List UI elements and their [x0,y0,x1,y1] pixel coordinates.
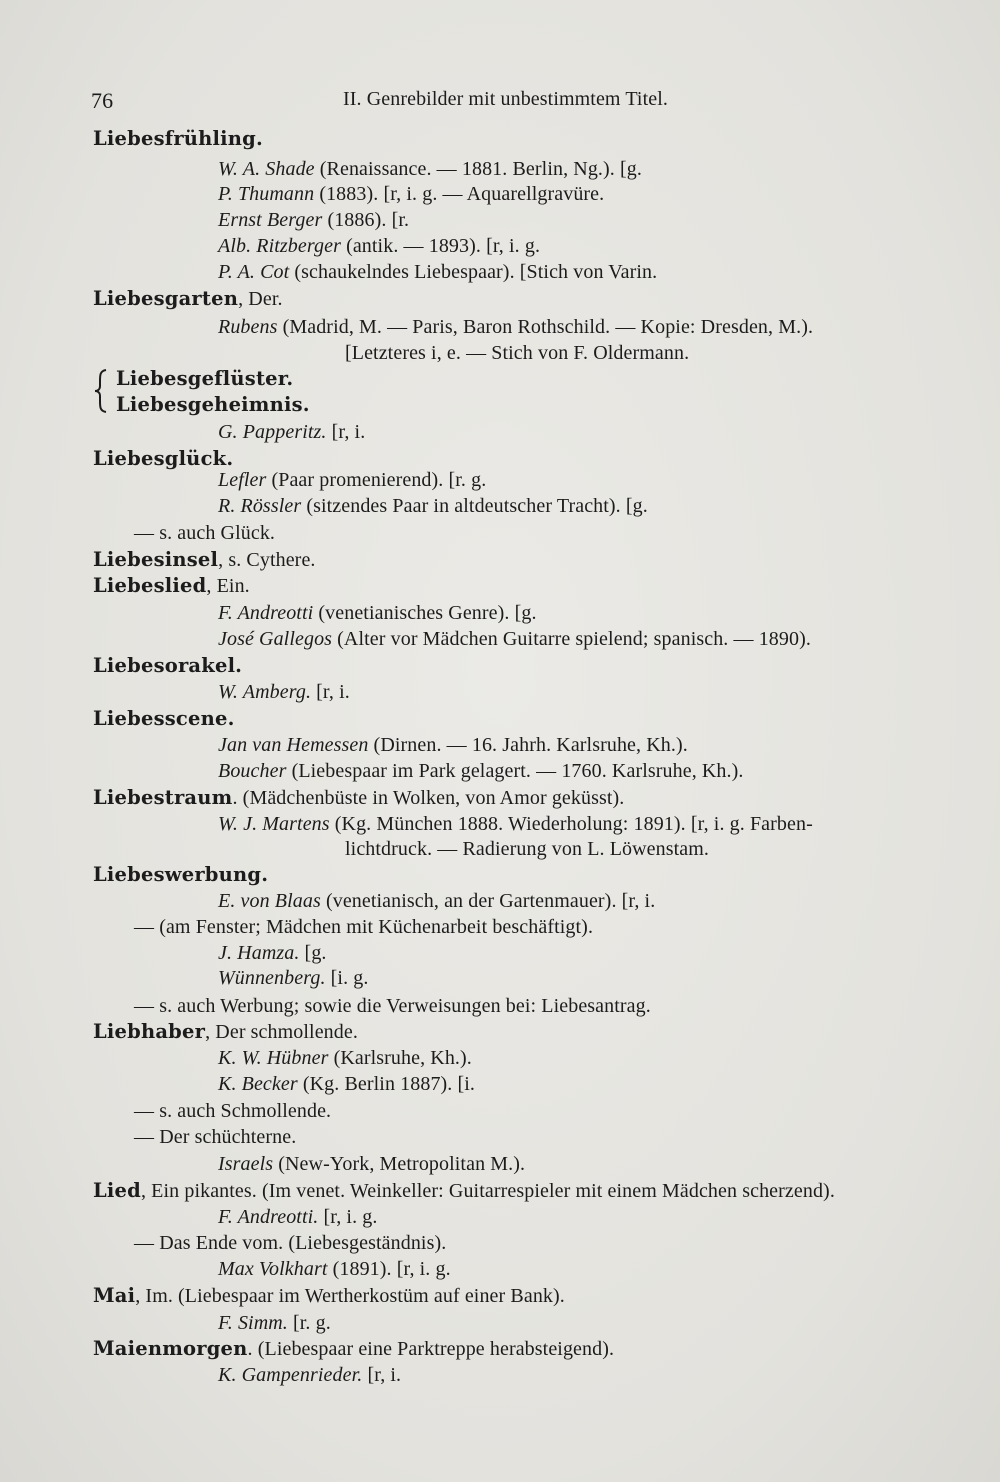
entry-line [93,706,235,732]
artist-name: Jan van Hemessen [218,734,369,756]
artist-name: K. Gampenrieder. [218,1364,363,1386]
artist-name: K. Becker [218,1073,298,1095]
artist-name: Ernst Berger [218,209,323,231]
entry-text: . (Liebespaar eine Parktreppe herabsteigend). [247,1338,615,1360]
entry-line [93,286,283,312]
entry-text: [r. g. [287,1312,331,1334]
entry-line [93,547,316,573]
entry-line [218,1071,475,1097]
entry-text: . (Mädchenbüste in Wolken, von Amor geküsst). [232,787,625,809]
entry-text: , s. Cythere. [218,549,316,571]
entry-line [134,1124,296,1150]
entry-text: (sitzendes Paar in altdeutscher Tracht). [g. [301,495,648,517]
entry-text: [Letzteres i, e. — Stich von F. Oldermann. [345,342,690,364]
artist-name: Alb. Ritzberger [218,235,341,257]
entry-text: (1891). [r, i. g. [327,1258,451,1280]
entry-line [218,259,657,285]
entry-line [218,419,365,445]
entry-text: (Madrid, M. — Paris, Baron Rothschild. — Kopie: Dresden, M.). [277,316,814,338]
entry-line [218,679,350,705]
entry-line [218,626,811,652]
artist-name: Max Volkhart [218,1258,328,1280]
entry-text: [r, i. [362,1364,402,1386]
entry-line [93,653,242,679]
artist-name: E. von Blaas [218,890,321,912]
entry-text: (schaukelndes Liebespaar). [Stich von Varin. [289,261,658,283]
running-title: II. Genrebilder mit unbestimmtem Titel. [343,88,668,110]
artist-name: P. Thumann [218,183,315,205]
entry-line [134,914,593,940]
entry-line [218,156,642,182]
entry-headword: Liebesgeflüster. [116,367,294,390]
entry-line [116,392,310,418]
entry-headword: Liebesglück. [93,447,234,470]
entry-text: — (am Fenster; Mädchen mit Küchenarbeit beschäftigt). [134,916,594,938]
entry-text: (Dirnen. — 16. Jahrh. Karlsruhe, Kh.). [368,734,688,756]
entry-line [345,340,689,366]
entry-headword: Liebesorakel. [93,654,243,677]
entry-text: (venetianisches Genre). [g. [313,602,537,624]
entry-line [93,573,250,599]
entry-text: (Alter vor Mädchen Guitarre spielend; spanisch. — 1890). [332,628,811,650]
artist-name: W. J. Martens [218,813,330,835]
artist-name: W. Amberg. [218,681,312,703]
entry-line [93,1283,565,1309]
curly-brace-icon [88,367,112,415]
entry-line [218,233,540,259]
artist-name: Israels [218,1153,274,1175]
entry-headword: Liebeswerbung. [93,863,269,886]
artist-name: Rubens [218,316,278,338]
entry-line [218,1256,451,1282]
entry-line [218,1204,377,1230]
entry-text: (antik. — 1893). [r, i. g. [340,235,541,257]
entry-line [134,993,651,1019]
entry-headword: Liebesfrühling. [93,127,263,150]
entry-line [218,811,813,837]
entry-headword: Lied [93,1179,141,1202]
entry-line [93,1336,614,1362]
entry-headword: Liebeslied [93,574,207,597]
entry-headword: Liebesgeheimnis. [116,393,310,416]
entry-line [218,207,409,233]
entry-text: , Ein. [206,575,250,597]
entry-text: (venetianisch, an der Gartenmauer). [r, i. [320,890,656,912]
entry-headword: Liebhaber [93,1020,206,1043]
artist-name: J. Hamza. [218,942,300,964]
artist-name: F. Simm. [218,1312,288,1334]
entry-line [134,1230,446,1256]
entry-text: [r, i. g. [318,1206,378,1228]
entry-headword: Maienmorgen [93,1337,248,1360]
entry-line [345,836,709,862]
entry-text: — s. auch Werbung; sowie die Verweisungen bei: Liebesantrag. [134,995,651,1017]
entry-line [218,940,327,966]
entry-line [218,1310,331,1336]
entry-text: [r, i. [326,421,366,443]
entry-line [218,965,368,991]
entry-line [93,785,624,811]
entry-line [93,1178,835,1204]
entry-line [93,126,263,152]
artist-name: F. Andreotti. [218,1206,319,1228]
entry-text: — s. auch Glück. [134,522,276,544]
entry-text: (Kg. Berlin 1887). [i. [297,1073,476,1095]
entry-text: (Paar promenierend). [r. g. [266,469,487,491]
entry-text: (Karlsruhe, Kh.). [328,1047,472,1069]
entry-text: [i. g. [325,967,369,989]
entry-text: , Der. [238,288,283,310]
entry-text: (Kg. München 1888. Wiederholung: 1891). [r, i. g. Farben- [329,813,813,835]
entry-text: , Ein pikantes. (Im venet. Weinkeller: Guitarrespieler mit einem Mädchen scherzend). [140,1180,835,1202]
entry-text: (New-York, Metropolitan M.). [273,1153,526,1175]
artist-name: K. W. Hübner [218,1047,329,1069]
entry-line [218,493,648,519]
entry-line [218,467,486,493]
entry-text: (1886). [r. [322,209,410,231]
entry-line [218,1362,401,1388]
artist-name: G. Papperitz. [218,421,327,443]
entry-headword: Mai [93,1284,136,1307]
entry-text: (Liebespaar im Park gelagert. — 1760. Karlsruhe, Kh.). [286,760,744,782]
entry-text: — Der schüchterne. [134,1126,297,1148]
entry-line [218,1045,472,1071]
entry-line [218,314,813,340]
entry-headword: Liebestraum [93,786,233,809]
entry-line [93,446,233,472]
entry-line [218,600,537,626]
entry-text: lichtdruck. — Radierung von L. Löwenstam. [345,838,710,860]
entry-text: , Der schmollende. [205,1021,358,1043]
entry-line [116,366,293,392]
artist-name: F. Andreotti [218,602,314,624]
entry-line [218,1151,525,1177]
entry-line [134,1098,331,1124]
entry-line [134,520,275,546]
entry-text: (1883). [r, i. g. — Aquarellgravüre. [314,183,605,205]
entry-headword: Liebesscene. [93,707,235,730]
entry-text: [r, i. [311,681,350,703]
entry-text: — s. auch Schmollende. [134,1100,332,1122]
entry-line [93,862,268,888]
entry-line [218,732,688,758]
entry-text: (Renaissance. — 1881. Berlin, Ng.). [g. [314,158,642,180]
artist-name: R. Rössler [218,495,302,517]
entry-line [93,1019,358,1045]
artist-name: Wünnenberg. [218,967,326,989]
artist-name: José Gallegos [218,628,333,650]
page-number: 76 [91,88,114,113]
entry-line [218,758,744,784]
artist-name: Boucher [218,760,287,782]
artist-name: Lefler [218,469,267,491]
artist-name: P. A. Cot [218,261,290,283]
artist-name: W. A. Shade [218,158,315,180]
entry-text: , Im. (Liebespaar im Wertherkostüm auf einer Bank). [135,1285,565,1307]
entry-headword: Liebesinsel [93,548,219,571]
entry-line [218,888,655,914]
entry-text: [g. [299,942,327,964]
entry-line [218,181,604,207]
entry-headword: Liebesgarten [93,287,239,310]
entry-text: — Das Ende vom. (Liebesgeständnis). [134,1232,447,1254]
